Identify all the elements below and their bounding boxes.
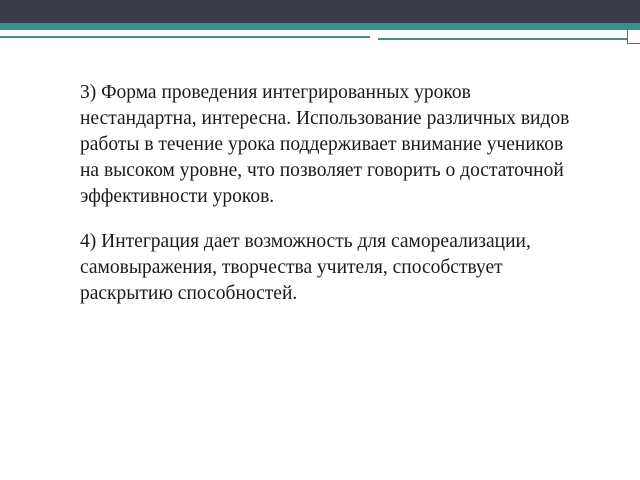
header-band bbox=[0, 0, 640, 23]
slide-body bbox=[80, 80, 580, 326]
paragraph-point-4: 4) Интеграция дает возможность для самореализации, самовыражения, творчества учителя, способствует раскрытию способностей. bbox=[80, 231, 531, 304]
decorative-line-right bbox=[378, 38, 628, 40]
decorative-line-left bbox=[0, 36, 370, 38]
accent-band bbox=[0, 23, 640, 30]
corner-decoration bbox=[627, 30, 640, 44]
paragraph-point-3: 3) Форма проведения интегрированных уроков нестандартна, интересна. Использование различных видов работы в течение урока поддерживает внимание учеников на высоком уровне, что позволяет говорить о достаточной эффективности уроков. bbox=[80, 82, 570, 207]
